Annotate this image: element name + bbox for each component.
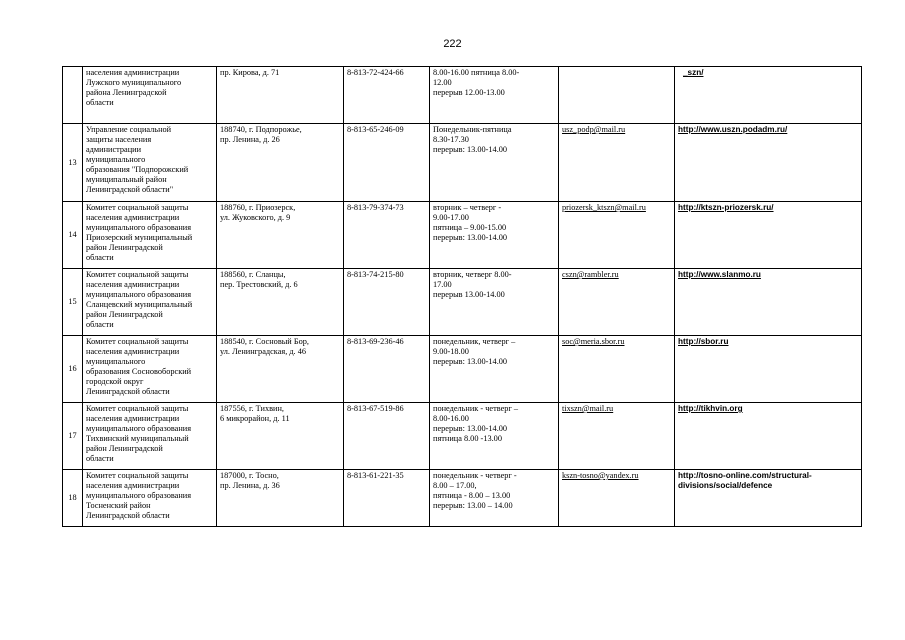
row-number: 16 <box>63 336 83 403</box>
row-number: 14 <box>63 202 83 269</box>
email-cell <box>559 336 675 403</box>
address: 187000, г. Тосно, пр. Ленина, д. 36 <box>217 470 344 527</box>
organization-name: Управление социальной защиты населения администрации муниципального образования "Подпорожский муниципальный район Ленинградской области" <box>83 124 217 202</box>
table-row <box>63 202 862 269</box>
website-link[interactable]: http://www.slanmo.ru <box>678 270 761 279</box>
table-row <box>63 269 862 336</box>
email-cell <box>559 124 675 202</box>
website-link[interactable]: http://sbor.ru <box>678 337 729 346</box>
row-number: 17 <box>63 403 83 470</box>
organization-name: Комитет социальной защиты населения администрации муниципального образования Тосненский район Ленинградской области <box>83 470 217 527</box>
table-row <box>63 124 862 202</box>
table-row <box>63 470 862 527</box>
table-row <box>63 336 862 403</box>
row-number: 15 <box>63 269 83 336</box>
website-cell <box>675 336 862 403</box>
address: пр. Кирова, д. 71 <box>217 67 344 124</box>
table-row <box>63 403 862 470</box>
address: 188540, г. Сосновый Бор, ул. Ленинградская, д. 46 <box>217 336 344 403</box>
address: 187556, г. Тихвин, 6 микрорайон, д. 11 <box>217 403 344 470</box>
website-cell <box>675 67 862 124</box>
row-number <box>63 67 83 124</box>
address: 188760, г. Приозерск, ул. Жуковского, д. 9 <box>217 202 344 269</box>
email-link[interactable]: tixszn@mail.ru <box>562 404 614 413</box>
website-link[interactable]: http://www.uszn.podadm.ru/ <box>678 125 788 134</box>
website-cell <box>675 403 862 470</box>
organization-name: Комитет социальной защиты населения администрации муниципального образования Сосновоборский городской округ Ленинградской области <box>83 336 217 403</box>
organization-name: Комитет социальной защиты населения администрации муниципального образования Тихвинский муниципальный район Ленинградской области <box>83 403 217 470</box>
row-number: 13 <box>63 124 83 202</box>
social-protection-directory-table <box>62 66 862 527</box>
email-link[interactable]: kszn-tosno@yandex.ru <box>562 471 639 480</box>
table-row <box>63 67 862 124</box>
organization-name: Комитет социальной защиты населения администрации муниципального образования Сланцевский муниципальный район Ленинградской области <box>83 269 217 336</box>
working-hours: понедельник - четверг – 8.00-16.00 перерыв: 13.00-14.00 пятница 8.00 -13.00 <box>430 403 559 470</box>
phone-number: 8-813-79-374-73 <box>344 202 430 269</box>
website-link[interactable]: http://ktszn-priozersk.ru/ <box>678 203 774 212</box>
working-hours: вторник, четверг 8.00- 17.00 перерыв 13.00-14.00 <box>430 269 559 336</box>
email-link[interactable]: cszn@rambler.ru <box>562 270 619 279</box>
working-hours: понедельник - четверг - 8.00 – 17.00, пятница - 8.00 – 13.00 перерыв: 13.00 – 14.00 <box>430 470 559 527</box>
organization-name: Комитет социальной защиты населения администрации муниципального образования Приозерский муниципальный район Ленинградской области <box>83 202 217 269</box>
email-cell <box>559 67 675 124</box>
email-link[interactable]: usz_podp@mail.ru <box>562 125 626 134</box>
website-cell <box>675 124 862 202</box>
working-hours: вторник – четверг - 9.00-17.00 пятница – 9.00-15.00 перерыв: 13.00-14.00 <box>430 202 559 269</box>
row-number: 18 <box>63 470 83 527</box>
email-link[interactable]: soc@meria.sbor.ru <box>562 337 625 346</box>
working-hours: понедельник, четверг – 9.00-18.00 перерыв: 13.00-14.00 <box>430 336 559 403</box>
email-cell <box>559 202 675 269</box>
website-link[interactable]: http://tosno-online.com/structural- divisions/social/defence <box>678 471 812 490</box>
phone-number: 8-813-69-236-46 <box>344 336 430 403</box>
address: 188740, г. Подпорожье, пр. Ленина, д. 26 <box>217 124 344 202</box>
website-cell <box>675 269 862 336</box>
phone-number: 8-813-67-519-86 <box>344 403 430 470</box>
working-hours: Понедельник-пятница 8.30-17.30 перерыв: 13.00-14.00 <box>430 124 559 202</box>
phone-number: 8-813-61-221-35 <box>344 470 430 527</box>
website-cell <box>675 470 862 527</box>
organization-name: населения администрации Лужского муниципального района Ленинградской области <box>83 67 217 124</box>
email-cell <box>559 269 675 336</box>
address: 188560, г. Сланцы, пер. Трестовский, д. 6 <box>217 269 344 336</box>
website-link[interactable]: http://tikhvin.org <box>678 404 743 413</box>
email-cell <box>559 403 675 470</box>
website-cell <box>675 202 862 269</box>
email-link[interactable]: priozersk_ktszn@mail.ru <box>562 203 646 212</box>
phone-number: 8-813-74-215-80 <box>344 269 430 336</box>
phone-number: 8-813-72-424-66 <box>344 67 430 124</box>
working-hours: 8.00-16.00 пятница 8.00- 12.00 перерыв 12.00-13.00 <box>430 67 559 124</box>
page-number: 222 <box>443 38 462 50</box>
phone-number: 8-813-65-246-09 <box>344 124 430 202</box>
website-link[interactable]: _szn/ <box>683 68 704 77</box>
email-cell <box>559 470 675 527</box>
